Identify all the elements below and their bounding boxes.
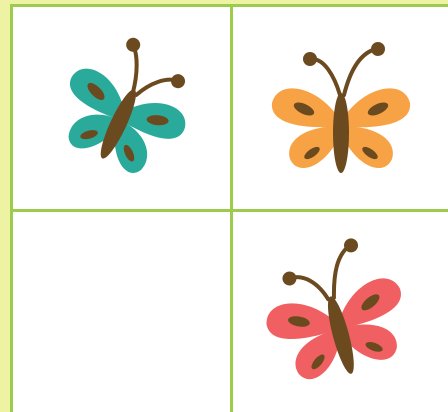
butterfly-icon-red [255,232,415,392]
grid-cell-bottom-left-empty[interactable] [13,212,230,412]
grid-cell-top-right[interactable] [233,7,448,209]
butterfly-icon-teal [43,29,203,189]
grid-cell-top-left[interactable] [13,7,230,209]
butterfly-icon-orange [260,29,420,189]
grid-cell-bottom-right[interactable] [233,212,448,412]
picture-grid [10,4,448,412]
